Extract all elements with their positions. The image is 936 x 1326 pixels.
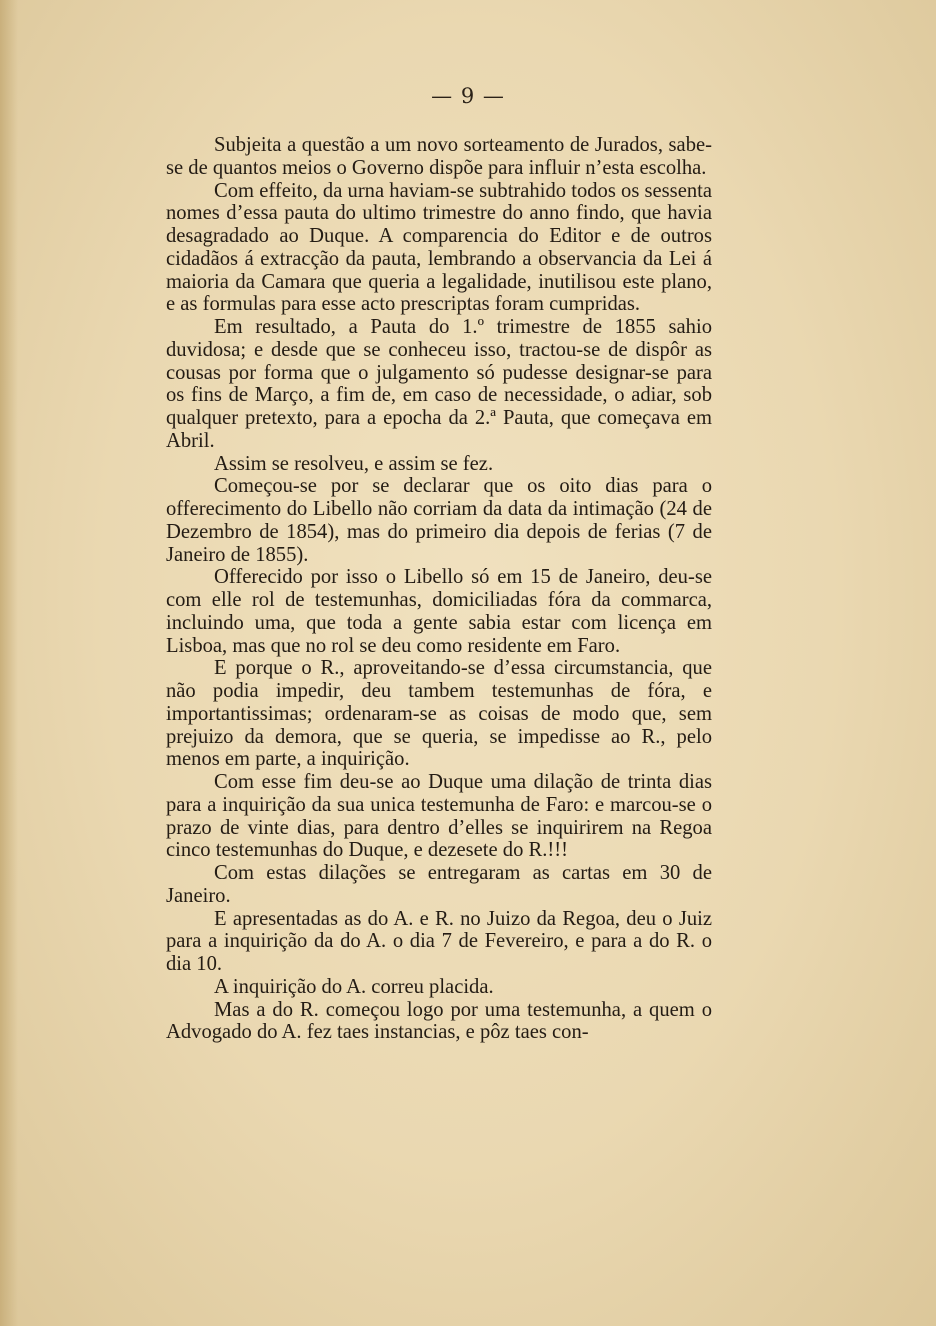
paragraph: Começou-se por se declarar que os oito dias para o offerecimento do Libello não corriam da data da intimação (24 de Dezembro de 1854), mas do primeiro dia depois de ferias (7 de Janeiro de 1855).: [166, 475, 712, 566]
page-number: — 9 —: [431, 84, 505, 108]
paragraph: Subjeita a questão a um novo sorteamento de Jurados, sabe-se de quantos meios o Governo dispõe para influir n’esta escolha.: [166, 134, 712, 179]
paragraph: E apresentadas as do A. e R. no Juizo da Regoa, deu o Juiz para a inquirição da do A. o dia 7 de Fevereiro, e para a do R. o dia 10.: [166, 907, 712, 975]
paragraph: Mas a do R. começou logo por uma testemunha, a quem o Advogado do A. fez taes instancias, e pôz taes con-: [166, 998, 712, 1044]
paragraph: Assim se resolveu, e assim se fez.: [214, 452, 494, 475]
page-edge-shadow: [0, 0, 18, 1326]
paragraph: Com estas dilações se entregaram as cartas em 30 de Janeiro.: [166, 862, 712, 907]
paragraph: Com esse fim deu-se ao Duque uma dilação de trinta dias para a inquirição da sua unica testemunha de Faro: e marcou-se o prazo de vinte dias, para dentro d’elles se inquirirem na Regoa cinco testemunhas do Duque, e dezesete do R.!!!: [166, 771, 712, 862]
paragraph: A inquirição do A. correu placida.: [214, 975, 494, 998]
body-text: [166, 134, 712, 1044]
paragraph: Offerecido por isso o Libello só em 15 de Janeiro, deu-se com elle rol de testemunhas, domiciliadas fóra da commarca, incluindo uma, que toda a gente sabia estar com licença em Lisboa, mas que no rol se deu como residente em Faro.: [166, 566, 712, 657]
paragraph: Em resultado, a Pauta do 1.º trimestre de 1855 sahio duvidosa; e desde que se conheceu isso, tractou-se de dispôr as cousas por forma que o julgamento só pudesse designar-se para os fins de Março, a fim de, em caso de necessidade, o adiar, sob qualquer pretexto, para a epocha da 2.ª Pauta, que começava em Abril.: [166, 316, 712, 452]
paragraph: Com effeito, da urna haviam-se subtrahido todos os sessenta nomes d’essa pauta do ultimo trimestre do anno findo, que havia desagradado ao Duque. A comparencia do Editor e de outros cidadãos á extracção da pauta, lembrando a observancia da Lei á maioria da Camara que queria a legalidade, inutilisou este plano, e as formulas para esse acto prescriptas foram cumpridas.: [166, 179, 712, 316]
paragraph: E porque o R., aproveitando-se d’essa circumstancia, que não podia impedir, deu tambem testemunhas de fóra, e importantissimas; ordenaram-se as coisas de modo que, sem prejuizo da demora, que se queria, se impedisse ao R., pelo menos em parte, a inquirição.: [166, 657, 712, 771]
